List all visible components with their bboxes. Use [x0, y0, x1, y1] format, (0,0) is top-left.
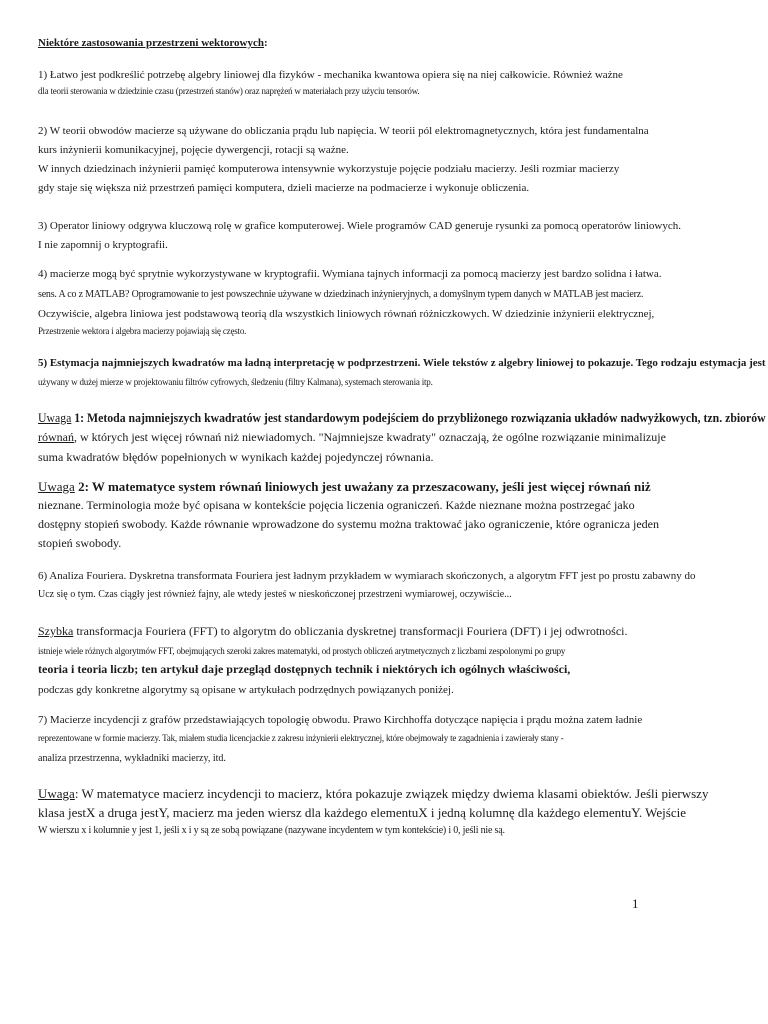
note1-line-2-text: , w których jest więcej równań niż niewiadomych. "Najmniejsze kwadraty" oznaczają, że ogólne rozwiązanie minimalizuje: [74, 430, 666, 444]
p1-line-1: 1) Łatwo jest podkreślić potrzebę algebry liniowej dla fizyków - mechanika kwantowa opiera się na niej całkowicie. Również ważne: [38, 69, 623, 81]
note3-line-1-text: : W matematyce macierz incydencji to macierz, która pokazuje związek między dwiema klasami obiektów. Jeśli pierwszy: [74, 786, 709, 801]
note2-heading: 2: W matematyce system równań liniowych jest uważany za przeszacowany, jeśli jest więcej równań niż: [74, 479, 651, 494]
p4-line-4: Przestrzenie wektora i algebra macierzy pojawiają się często.: [38, 326, 247, 336]
p3-line-1: 3) Operator liniowy odgrywa kluczową rolę w grafice komputerowej. Wiele programów CAD generuje rysunki za pomocą operatorów liniowych.: [38, 220, 681, 232]
note1-heading: 1: Metoda najmniejszych kwadratów jest standardowym podejściem do przybliżonego rozwiązania układów nadwyżkowych, tzn. zbiorów: [71, 410, 766, 425]
p5-line-2: używany w dużej mierze w projektowaniu filtrów cyfrowych, śledzeniu (filtry Kalmana), systemach sterowania itp.: [38, 377, 433, 387]
fft-label: Szybka: [38, 624, 74, 638]
note1-label: Uwaga: [38, 410, 72, 425]
title-colon: :: [263, 37, 268, 49]
note1-line-3: suma kwadratów błędów popełnionych w wynikach każdej pojedynczej równania.: [38, 450, 434, 464]
p5-line-1: 5) Estymacja najmniejszych kwadratów ma ładną interpretację w podprzestrzeni. Wiele tekstów z algebry liniowej to pokazuje. Tego rodzaju estymacja jest: [38, 357, 766, 369]
note1-underlined-word: równań: [38, 430, 74, 444]
p7-line-1: 7) Macierze incydencji z grafów przedstawiających topologię obwodu. Prawo Kirchhoffa dotyczące napięcia i prądu można zatem ładnie: [38, 714, 643, 726]
note2-line-2: nieznane. Terminologia może być opisana w kontekście pojęcia liczenia ograniczeń. Każde nieznane można postrzegać jako: [38, 498, 635, 512]
note2-label: Uwaga: [38, 479, 75, 494]
note3-label: Uwaga: [38, 786, 75, 801]
page-number: 1: [632, 896, 639, 911]
fft-line-1: [38, 625, 628, 639]
page-title: [38, 37, 268, 50]
note2-line-4: stopień swobody.: [38, 536, 122, 550]
note1-line-1: [38, 411, 766, 426]
p6-line-2: Ucz się o tym. Czas ciągły jest również fajny, ale wtedy jesteś w nieskończonej przestrzeni wymiarowej, oczywiście...: [38, 589, 512, 600]
fft-line-3: teoria i teoria liczb; ten artykuł daje przegląd dostępnych technik i niektórych ich ogólnych właściwości,: [38, 662, 571, 676]
note3-line-2: klasa jestX a druga jestY, macierz ma jeden wiersz dla każdego elementuX i jedną kolumnę dla każdego elementuY. Wejście: [38, 805, 687, 820]
note2-line-3: dostępny stopień swobody. Każde równanie wprowadzone do systemu można traktować jako ograniczenie, które ogranicza jeden: [38, 517, 660, 531]
note2-line-1: [38, 480, 651, 495]
p7-line-3: analiza przestrzenna, wykładniki macierzy, itd.: [38, 753, 226, 764]
p4-line-2: sens. A co z MATLAB? Oprogramowanie to jest powszechnie używane w dziedzinach inżynieryjnych, a domyślnym typem danych w MATLAB jest macierz.: [38, 289, 644, 300]
fft-line-1-text: transformacja Fouriera (FFT) to algorytm do obliczania dyskretnej transformacji Fouriera (DFT) i jej odwrotności.: [73, 624, 628, 638]
p2-line-4: gdy staje się większa niż przestrzeń pamięci komputera, dzieli macierze na podmacierze i wykonuje obliczenia.: [38, 182, 530, 194]
p7-line-2: reprezentowane w formie macierzy. Tak, miałem studia licencjackie z zakresu inżynierii elektrycznej, które obejmowały te zagadnienia i zawierały stany -: [38, 733, 564, 743]
p2-line-1: 2) W teorii obwodów macierze są używane do obliczania prądu lub napięcia. W teorii pól elektromagnetycznych, która jest fundamentalna: [38, 125, 649, 137]
note1-line-2: [38, 431, 666, 445]
p6-line-1: 6) Analiza Fouriera. Dyskretna transformata Fouriera jest ładnym przykładem w wymiarach skończonych, a algorytm FFT jest po prostu zabawny do: [38, 570, 696, 582]
p3-line-2: I nie zapomnij o kryptografii.: [38, 239, 168, 251]
fft-line-2: istnieje wiele różnych algorytmów FFT, obejmujących szeroki zakres matematyki, od prostych obliczeń arytmetycznych z liczbami zespolonymi po grupy: [38, 646, 566, 656]
p1-line-2: dla teorii sterowania w dziedzinie czasu (przestrzeń stanów) oraz naprężeń w materiałach przy użyciu tensorów.: [38, 86, 420, 96]
p2-line-2: kurs inżynierii komunikacyjnej, pojęcie dywergencji, rotacji są ważne.: [38, 144, 349, 156]
note3-line-3: W wierszu x i kolumnie y jest 1, jeśli x i y są ze sobą powiązane (nazywane incydentem w tym kontekście) i 0, jeśli nie są.: [38, 825, 505, 836]
note3-line-1: [38, 787, 708, 802]
title-text: Niektóre zastosowania przestrzeni wektorowych: [38, 37, 264, 49]
p2-line-3: W innych dziedzinach inżynierii pamięć komputerowa intensywnie wykorzystuje pojęcie podziału macierzy. Jeśli rozmiar macierzy: [38, 163, 620, 175]
p4-line-1: 4) macierze mogą być sprytnie wykorzystywane w kryptografii. Wymiana tajnych informacji za pomocą macierzy jest bardzo solidna i łatwa.: [38, 268, 662, 280]
fft-line-4: podczas gdy konkretne algorytmy są opisane w artykułach podrzędnych powiązanych poniżej.: [38, 684, 454, 696]
p4-line-3: Oczywiście, algebra liniowa jest podstawową teorią dla wszystkich liniowych równań różniczkowych. W dziedzinie inżynierii elektrycznej,: [38, 308, 655, 320]
